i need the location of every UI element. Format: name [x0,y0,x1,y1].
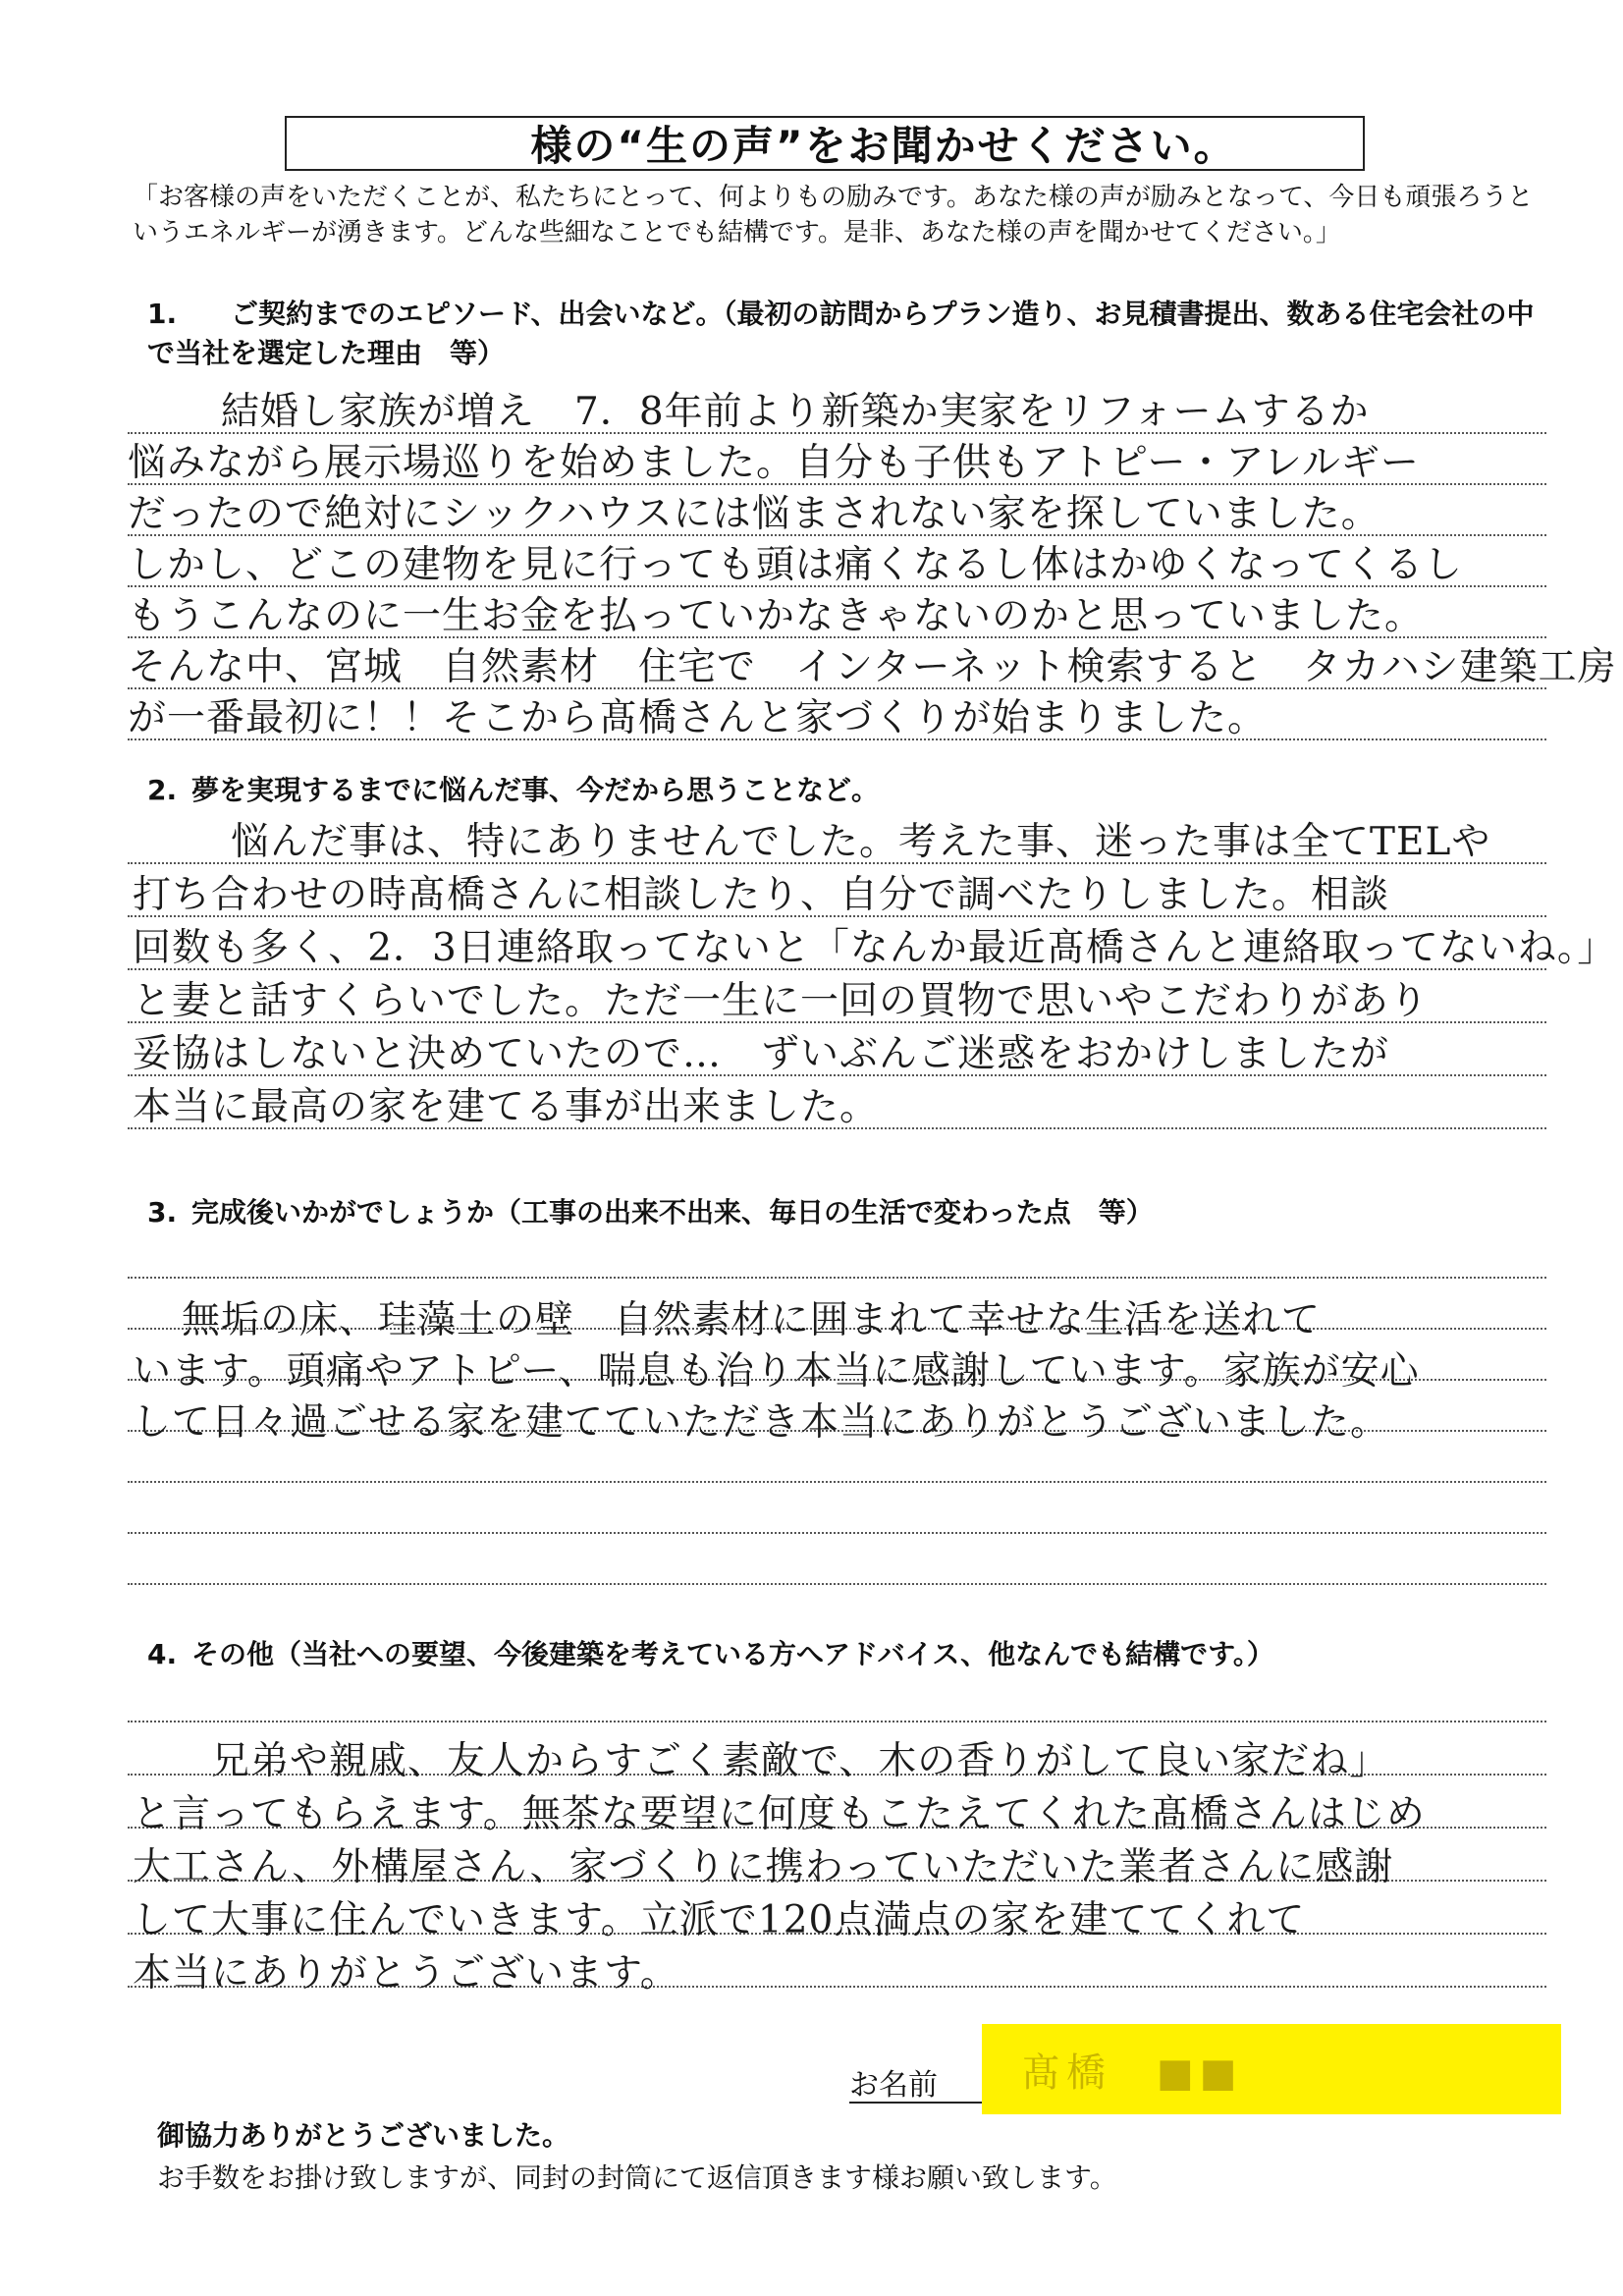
name-underline [849,2102,982,2104]
answer-2-line: と妻と話すくらいでした。ただ一生に一回の買物で思いやこだわりがあり [133,979,1430,1023]
question-2-heading [147,771,1551,810]
answer-4-line: 本当にありがとうございます。 [133,1951,679,1995]
answer-2-line: 打ち合わせの時髙橋さんに相談したり、自分で調べたりしました。相談 [133,873,1390,917]
answer-1-line: が一番最初に！！そこから髙橋さんと家づくりが始まりました。 [128,696,1268,740]
footer-note: お手数をお掛け致しますが、同封の封筒にて返信頂きます様お願い致します。 [157,2161,1117,2194]
title-box [285,116,1365,171]
answer-1-line: 結婚し家族が増え 7．8年前より新築か実家をリフォームするか [221,390,1370,434]
answer-2-line: 回数も多く、2．3日連絡取ってないと「なんか最近髙橋さんと連絡取ってないね。」 [133,926,1617,970]
answer-4-line: 大工さん、外構屋さん、家づくりに携わっていただいた業者さんに感謝 [133,1845,1394,1889]
question-4-text: その他（当社への要望、今後建築を考えている方へアドバイス、他なんでも結構です。） [191,1638,1274,1670]
answer-2-line: 本当に最高の家を建てる事が出来ました。 [133,1085,880,1129]
answer-1-line: もうこんなのに一生お金を払っていかなきゃないのかと思っていました。 [128,594,1425,638]
answer-4-line: して大事に住んでいきます。立派で120点満点の家を建ててくれて [133,1898,1306,1942]
name-label: お名前 [849,2068,938,2103]
page-title: 様の“生の声”をお聞かせください。 [530,122,1237,170]
intro-text: 「お客様の声をいただくことが、私たちにとって、何よりもの励みです。あなた様の声が励みとなって、今日も頑張ろうというエネルギーが湧きます。どんな些細なことでも結構です。是非、あなた様の声を聞かせてください。」 [133,183,1534,247]
answer-3-line: います。頭痛やアトピー、喘息も治り本当に感謝しています。家族が安心 [133,1349,1420,1394]
question-4-heading [147,1635,1551,1674]
question-3-text: 完成後いかがでしょうか（工事の出来不出来、毎日の生活で変わった点 等） [191,1196,1154,1229]
question-1-heading [147,295,1551,373]
name-field-highlight [982,2024,1561,2114]
answer-4-line: 兄弟や親戚、友人からすごく素敵で、木の香りがして良い家だね」 [211,1739,1389,1783]
question-1-number: 1. [147,298,178,330]
question-3-heading [147,1193,1551,1232]
question-2-number: 2. [147,774,178,806]
answer-1-line: そんな中、宮城 自然素材 住宅で インターネット検索すると タカハシ建築工房 [128,645,1617,689]
name-value: 髙橋 ■■ [1021,2050,1243,2096]
question-3-number: 3. [147,1196,178,1229]
question-4-number: 4. [147,1638,178,1670]
answer-3-line: して日々過ごせる家を建てていただき本当にありがとうございました。 [133,1400,1390,1445]
question-1-text: ご契約までのエピソード、出会いなど。（最初の訪問からプラン造り、お見積書提出、数ある住宅会社の中で当社を選定した理由 等） [147,298,1535,369]
thanks-text: 御協力ありがとうございました。 [157,2119,570,2152]
answer-3-line: 無垢の床、珪藻土の壁 自然素材に囲まれて幸せな生活を送れて [182,1298,1322,1342]
answer-4-line: と言ってもらえます。無茶な要望に何度もこたえてくれた髙橋さんはじめ [133,1792,1426,1836]
answer-1-line: しかし、どこの建物を見に行っても頭は痛くなるし体はかゆくなってくるし [128,543,1464,587]
answer-2-line: 悩んだ事は、特にありませんでした。考えた事、迷った事は全てTELや [231,820,1491,864]
answer-1-line: 悩みながら展示場巡りを始めました。自分も子供もアトピー・アレルギー [128,441,1420,485]
answer-2-line: 妥協はしないと決めていたので… ずいぶんご迷惑をおかけしましたが [133,1032,1390,1076]
question-2-text: 夢を実現するまでに悩んだ事、今だから思うことなど。 [191,774,880,806]
answer-1-line: だったので絶対にシックハウスには悩まされない家を探していました。 [128,492,1380,536]
